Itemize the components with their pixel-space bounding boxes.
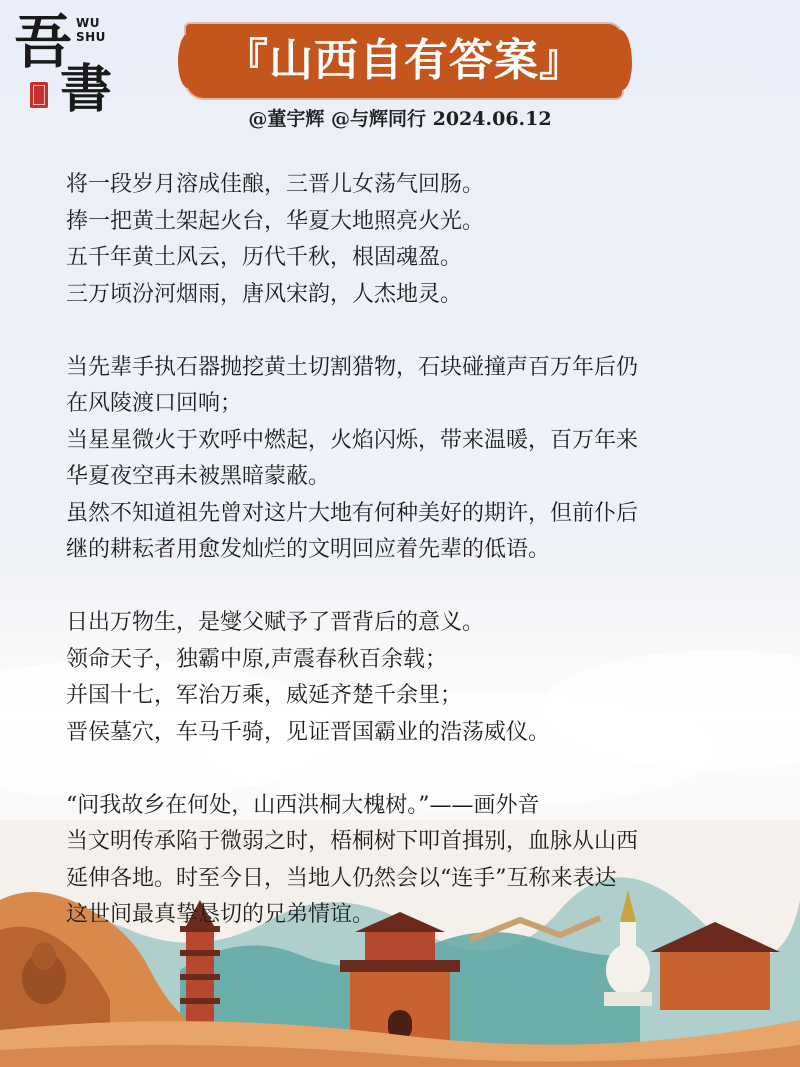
poem-line: “问我故乡在何处，山西洪桐大槐树。”——画外音 — [66, 792, 540, 818]
logo-latin-text — [76, 16, 106, 44]
poem-line: 继的耕耘者用愈发灿烂的文明回应着先辈的低语。 — [66, 537, 551, 562]
poem-line: 并国十七，军治万乘，威延齐楚千余里； — [66, 683, 463, 708]
poem-line: 捧一把黄土架起火台，华夏大地照亮火光。 — [66, 208, 485, 234]
poem-line: 将一段岁月溶成佳酿，三晋儿女荡气回肠。 — [66, 172, 485, 197]
stanza-gap — [66, 313, 746, 350]
poem-line: 在风陵渡口回响； — [66, 391, 243, 416]
poem-line: 五千年黄土风云，历代千秋，根固魂盈。 — [66, 245, 463, 270]
poem-line: 日出万物生，是燮父赋予了晋背后的意义。 — [66, 610, 485, 635]
poem-line: 领命天子，独霸中原,声震春秋百余载； — [66, 646, 447, 672]
poem-line: 华夏夜空再未被黑暗蒙蔽。 — [66, 464, 331, 489]
author-byline: @董宇辉 @与辉同行 2024.06.12 — [248, 108, 552, 130]
logo-char-wu: 吾 — [14, 8, 73, 76]
logo-char-shu: 書 — [60, 59, 113, 120]
poem-line: 当文明传承陷于微弱之时，梧桐树下叩首揖别，血脉从山西 — [66, 829, 639, 854]
stanza-gap — [66, 569, 746, 606]
poem-line: 虽然不知道祖先曾对这片大地有何种美好的期许，但前仆后 — [66, 500, 639, 526]
red-seal-icon — [30, 82, 48, 108]
page-title: 『山西自有答案』 — [224, 35, 584, 86]
poem-line: 延伸各地。时至今日，当地人仍然会以“连手”互称来表达 — [66, 865, 617, 891]
poem-line: 当星星微火于欢呼中燃起，火焰闪烁，带来温暖，百万年来 — [66, 427, 639, 453]
logo-latin-line-1: WU — [76, 16, 100, 30]
poem-body — [66, 167, 746, 934]
brand-logo — [10, 10, 130, 120]
stanza-gap — [66, 751, 746, 788]
title-banner — [186, 24, 622, 98]
poem-line: 晋侯墓穴，车马千骑，见证晋国霸业的浩荡威仪。 — [66, 719, 551, 745]
poem-line: 三万顷汾河烟雨，唐风宋韵，人杰地灵。 — [66, 281, 463, 307]
poem-line: 当先辈手执石器抛挖黄土切割猎物，石块碰撞声百万年后仍 — [66, 354, 639, 380]
logo-latin-line-2: SHU — [76, 30, 106, 44]
poem-line: 这世间最真挚恳切的兄弟情谊。 — [66, 902, 375, 927]
